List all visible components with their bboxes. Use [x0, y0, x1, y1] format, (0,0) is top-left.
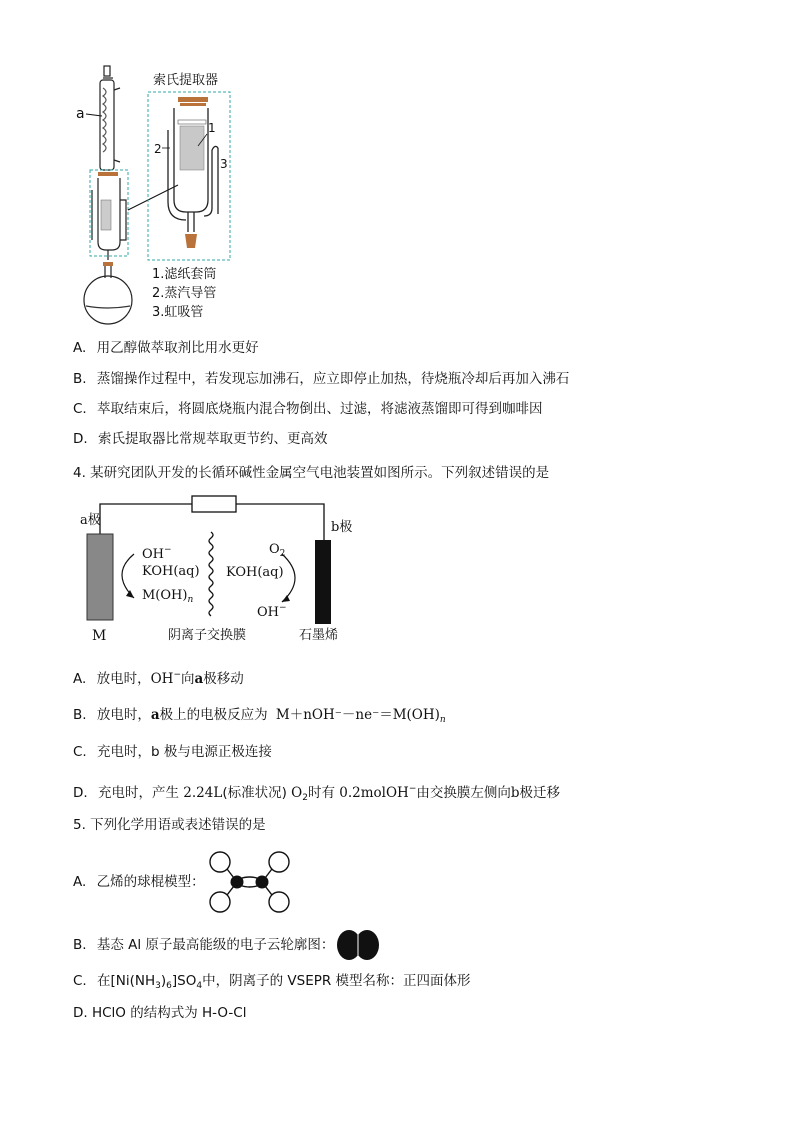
q3-option-c — [73, 400, 543, 418]
option-label: D. — [73, 431, 88, 447]
q5-option-c: C. 在$[Ni(NH_3)_6]SO_4$中，阴离子的 VSEPR 模型名称：正四面体形 — [73, 973, 471, 991]
q4-stem: 4. 某研究团队开发的长循环碱性金属空气电池装置如图所示。下列叙述错误的是 — [73, 465, 550, 481]
left-moh: $M(OH)_n$ — [142, 588, 194, 605]
electrode-a — [87, 534, 113, 620]
option-label: C. — [73, 401, 87, 417]
ethylene-ball-stick-model — [205, 850, 295, 916]
q4-option-c: C. 充电时，b 极与电源正极连接 — [73, 744, 272, 760]
left-koh: KOH(aq) — [142, 564, 200, 579]
m-label: M — [92, 628, 107, 644]
resistor — [192, 496, 236, 512]
option-text: 用乙醇做萃取剂比用水更好 — [96, 340, 259, 356]
option-label: B. — [73, 371, 87, 387]
right-koh: KOH(aq) — [226, 565, 284, 580]
membrane-label: 阴离子交换膜 — [168, 628, 247, 643]
p-orbital-icon — [336, 928, 380, 962]
q3-option-d — [73, 430, 327, 448]
b-pole-label: b极 — [331, 520, 353, 535]
option-text: 萃取结束后，将圆底烧瓶内混合物倒出、过滤，将滤液蒸馏即可得到咖啡因 — [97, 401, 543, 417]
soxhlet-legend-3: 3.虹吸管 — [152, 305, 204, 320]
option-text: 索氏提取器比常规萃取更节约、更高效 — [97, 431, 328, 447]
a-pole-label: a极 — [80, 513, 101, 528]
condenser — [100, 66, 120, 170]
electrode-equation: M＋nOH⁻－ne⁻＝M(OH) — [275, 707, 440, 723]
label-a: a — [76, 106, 85, 122]
q5-option-d: D. HClO 的结构式为 H-O-Cl — [73, 1005, 247, 1021]
graphene-label: 石墨烯 — [299, 628, 339, 643]
right-o2: $O_2$ — [269, 542, 286, 559]
membrane-wavy — [209, 532, 213, 616]
right-oh: OH− — [257, 603, 287, 620]
label-1: 1 — [208, 121, 216, 135]
q4-option-d: D. 充电时，产生 2.24L(标准状况) $O_2$时有 0.2molOH−由交换膜左侧向b极迁移 — [73, 784, 561, 803]
electrode-b — [315, 540, 331, 624]
q3-option-a — [73, 339, 259, 357]
q3-option-b — [73, 370, 569, 388]
q5-option-b: B. 基态 Al 原子最高能级的电子云轮廓图： — [73, 937, 335, 953]
round-flask — [84, 266, 132, 324]
option-text: 蒸馏操作过程中，若发现忘加沸石，应立即停止加热，待烧瓶冷却后再加入沸石 — [96, 371, 570, 387]
q4-option-a: A. 放电时，OH−向a极移动 — [73, 670, 244, 687]
left-oh: OH− — [142, 545, 172, 562]
soxhlet-title: 索氏提取器 — [153, 73, 219, 88]
q4-option-b: B. 放电时，a极上的电极反应为 $M+nOH^--ne^-=M(OH)_n$ — [73, 707, 446, 725]
option-label: A. — [73, 340, 87, 356]
q5-option-a: A. 乙烯的球棍模型： — [73, 874, 205, 890]
q5-stem: 5. 下列化学用语或表述错误的是 — [73, 817, 266, 833]
label-2: 2 — [154, 142, 162, 156]
soxhlet-legend-2: 2.蒸汽导管 — [152, 286, 217, 301]
soxhlet-legend-1: 1.滤纸套筒 — [152, 267, 217, 282]
label-3: 3 — [220, 157, 228, 171]
